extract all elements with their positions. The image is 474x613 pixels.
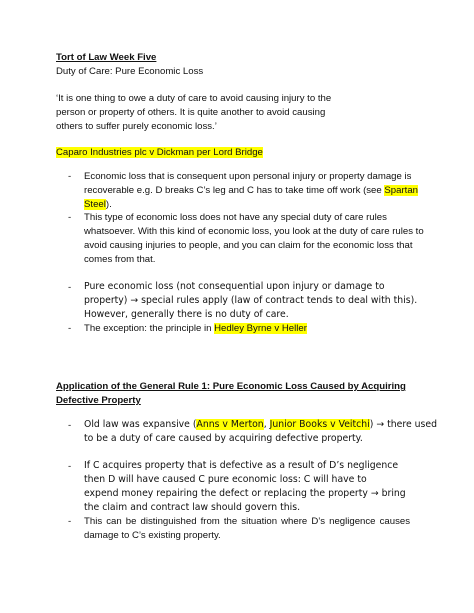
case-spartan-steel-cont: Steel (84, 199, 106, 210)
bullet-2-line-2: whatsoever. With this kind of economic loss, you look at the duty of care rules to (84, 226, 424, 237)
bullet-2-line-3: avoid causing injuries to people, and you can claim for the economic loss that (84, 240, 413, 251)
bullet-3-line-1: Pure economic loss (not consequential upon injury or damage to (84, 281, 385, 292)
case-caparo (56, 147, 263, 159)
case-caparo-highlight: Caparo Industries plc v Dickman per Lord Bridge (56, 147, 263, 158)
bullet-3-line-2: property) → special rules apply (law of contract tends to deal with this). (84, 295, 418, 306)
case-hedley-byrne: Hedley Byrne v Heller (214, 323, 307, 334)
case-spartan-steel: Spartan (384, 185, 419, 196)
bullet-4-text: The exception: the principle in (84, 323, 215, 334)
bullet-5-tail: ) → there used (369, 419, 437, 430)
bullet-1-end: ). (105, 199, 112, 210)
bullet-6-line-2: then D will have caused C pure economic loss: C will have to (84, 474, 367, 485)
bullet-marker: - (68, 282, 72, 293)
bullet-2-line-1: This type of economic loss does not have any special duty of care rules (84, 212, 387, 223)
bullet-6-line-3: expend money repairing the defect or replacing the property → bring (84, 488, 406, 499)
quote-line-1: ‘It is one thing to owe a duty of care to avoid causing injury to the (56, 93, 332, 104)
case-anns-merton: Anns v Merton (196, 419, 264, 430)
bullet-6-line-1: If C acquires property that is defective as a result of D’s negligence (84, 460, 399, 471)
bullet-2-line-4: comes from that. (84, 254, 156, 265)
bullet-7-line-1: This can be distinguished from the situation where D’s negligence causes (84, 516, 410, 527)
bullet-1-line-2 (84, 185, 418, 197)
bullet-4-line-1 (84, 323, 307, 335)
bullet-marker: - (68, 420, 72, 431)
bullet-5-line-2: to be a duty of care caused by acquiring defective property. (84, 433, 363, 444)
bullet-7-line-2: damage to C’s existing property. (84, 530, 221, 541)
bullet-1-text: recoverable e.g. D breaks C’s leg and C has to take time off work (see (84, 185, 385, 196)
bullet-6-line-4: the claim and contract law should govern this. (84, 502, 301, 513)
quote-line-2: person or property of others. It is quite another to avoid causing (56, 107, 326, 118)
bullet-marker: - (68, 212, 72, 223)
bullet-3-line-3: However, generally there is no duty of care. (84, 309, 289, 320)
section-heading-line-2: Defective Property (56, 395, 141, 406)
bullet-marker: - (68, 516, 72, 527)
document-subtitle: Duty of Care: Pure Economic Loss (56, 66, 204, 77)
bullet-5-text: Old law was expansive ( (84, 419, 197, 430)
bullet-marker: - (68, 323, 72, 334)
bullet-marker: - (68, 171, 72, 182)
bullet-5-sep: , (263, 419, 270, 430)
case-junior-books: Junior Books v Veitchi (269, 419, 370, 430)
bullet-marker: - (68, 461, 72, 472)
bullet-1-line-3 (84, 199, 112, 211)
bullet-1-line-1: Economic loss that is consequent upon personal injury or property damage is (84, 171, 412, 182)
section-heading-line-1: Application of the General Rule 1: Pure Economic Loss Caused by Acquiring (56, 381, 406, 392)
bullet-5-line-1 (84, 419, 437, 431)
quote-line-3: others to suffer purely economic loss.’ (56, 121, 217, 132)
document-title: Tort of Law Week Five (56, 52, 157, 63)
